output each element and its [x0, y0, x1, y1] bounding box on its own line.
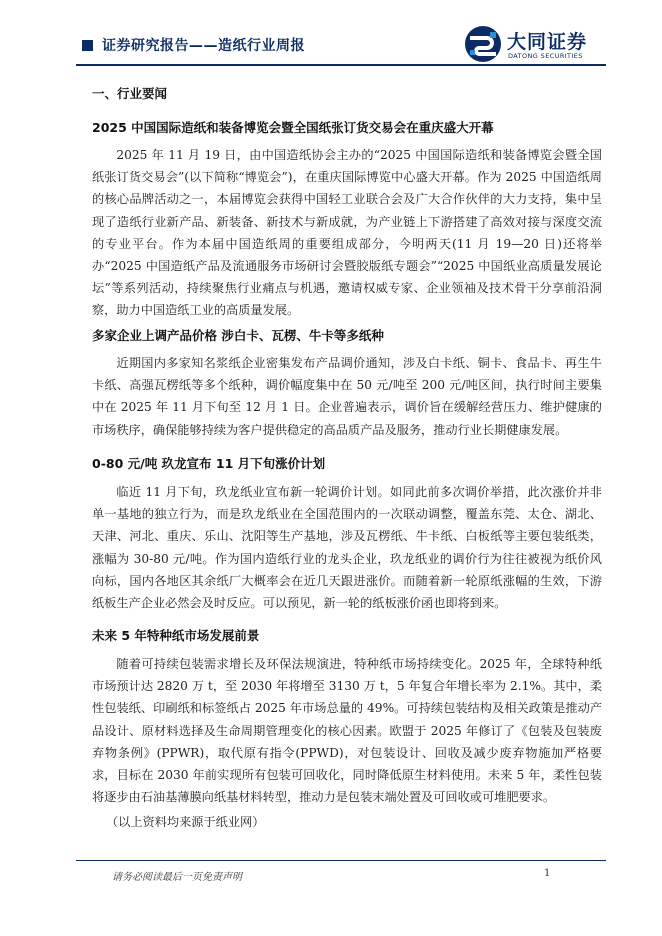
- logo-mark-icon: [463, 24, 503, 64]
- header-rule: [76, 64, 606, 66]
- company-logo: [463, 24, 613, 64]
- article-body: 近期国内多家知名浆纸企业密集发布产品调价通知，涉及白卡纸、铜卡、食品卡、再生牛卡纸、高强瓦楞纸等多个纸种，调价幅度集中在 50 元/吨至 200 元/吨区间，执行时间主要集中在 2025 年 11 月下旬至 12 月 1 日。企业普遍表示，调价旨在缓解经营压力、维护健康的市场秩序，确保能够持续为客户提供稳定的高品质产品及服务，推动行业长期健康发展。: [92, 356, 602, 437]
- page-header: [0, 0, 662, 80]
- logo-english-name: DATONG SECURITIES: [508, 52, 583, 60]
- article-title: 未来 5 年特种纸市场发展前景: [92, 628, 260, 643]
- logo-name: 大同证券: [507, 31, 588, 53]
- article-body: 随着可持续包装需求增长及环保法规演进，特种纸市场持续变化。2025 年，全球特种纸市场预计达 2820 万 t，至 2030 年将增至 3130 万 t，5 年复合年增长率为 2.1%。其中，柔性包装纸、印刷纸和标签纸占 2025 年市场总量的 49%。可持续包装结构及相关政策是推动产品设计、原材料选择及生命周期管理变化的核心因素。欧盟于 2025 年修订了《包装及包装废弃物条例》(PPWR)，取代原有指令(PPWD)，对包装设计、回收及减少废弃物施加严格要求，目标在 2030 年前实现所有包装可回收化，同时降低原生材料使用。未来 5 年，柔性包装将逐步由石油基薄膜向纸基材料转型，推动力是包装末端处置及可回收或可堆肥要求。: [92, 657, 602, 805]
- footer-rule: [76, 860, 606, 861]
- article-title: 多家企业上调产品价格 涉白卡、瓦楞、牛卡等多纸种: [92, 328, 384, 343]
- article-body: 2025 年 11 月 19 日，由中国造纸协会主办的“2025 中国国际造纸和装备博览会暨全国纸张订货交易会”(以下简称“博览会”)，在重庆国际博览中心盛大开幕。作为 2025 中国造纸周的核心品牌活动之一，本届博览会获得中国轻工业联合会及广大合作伙伴的大力支持，集中呈现了造纸行业新产品、新装备、新技术与新成就，为产业链上下游搭建了高效对接与深度交流的专业平台。作为本届中国造纸周的重要组成部分，今明两天(11 月 19—20 日)还将举办“2025 中国造纸产品及流通服务市场研讨会暨胶版纸专题会”“2025 中国纸业高质量发展论坛”等系列活动，持续聚焦行业痛点与机遇，邀请权威专家、企业领袖及技术骨干分享前沿洞察，助力中国造纸工业的高质量发展。: [92, 148, 602, 318]
- page-number: 1: [544, 868, 551, 879]
- disclaimer-note: 请务必阅读最后一页免责声明: [112, 872, 242, 883]
- article-body: 临近 11 月下旬，玖龙纸业宣布新一轮调价计划。如同此前多次调价举措，此次涨价并非单一基地的独立行为，而是玖龙纸业在全国范围内的一次联动调整，覆盖东莞、太仓、湖北、天津、河北、重庆、乐山、沈阳等生产基地，涉及瓦楞纸、牛卡纸、白板纸等主要包装纸类，涨幅为 30-80 元/吨。作为国内造纸行业的龙头企业，玖龙纸业的调价行为往往被视为纸价风向标，国内各地区其余纸厂大概率会在近几天跟进涨价。而随着新一轮原纸涨幅的生效，下游纸板生产企业必然会及时反应。可以预见，新一轮的纸板涨价函也即将到来。: [92, 485, 602, 611]
- source-note: （以上资料均来源于纸业网）: [106, 815, 265, 829]
- article-title: 0-80 元/吨 玖龙宣布 11 月下旬涨价计划: [92, 456, 326, 471]
- report-title: 证券研究报告——造纸行业周报: [102, 38, 305, 54]
- article-title: 2025 中国国际造纸和装备博览会暨全国纸张订货交易会在重庆盛大开幕: [92, 120, 494, 135]
- header-square-icon: [82, 40, 93, 51]
- section-heading: 一、行业要闻: [92, 86, 168, 101]
